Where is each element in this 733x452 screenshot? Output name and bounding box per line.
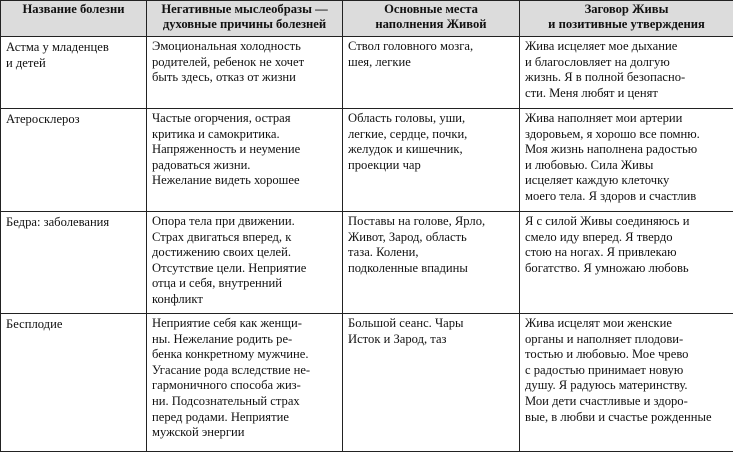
table-row — [1, 212, 733, 314]
cell-line: Атеросклероз — [6, 112, 141, 128]
places-cell — [343, 314, 520, 452]
disease-name-cell — [1, 212, 147, 314]
affirmations-cell — [520, 314, 733, 452]
disease-name-cell — [1, 37, 147, 109]
cell-line: жизнь. Я в полной безопасно- — [525, 70, 728, 86]
header-line: наполнения Живой — [347, 17, 515, 32]
cell-line: Напряженность и неумение — [152, 142, 337, 158]
cell-line: Страх двигаться вперед, к — [152, 230, 337, 246]
disease-name-cell — [1, 109, 147, 212]
causes-cell — [147, 109, 343, 212]
cell-line: Жива исцелят мои женские — [525, 316, 728, 332]
cell-line: Бесплодие — [6, 317, 141, 333]
cell-line: смело иду вперед. Я твердо — [525, 230, 728, 246]
cell-line: Бедра: заболевания — [6, 215, 141, 231]
table-row — [1, 314, 733, 452]
table-row — [1, 37, 733, 109]
header-line: и позитивные утверждения — [524, 17, 729, 32]
cell-line: вые, в любви и счастье рожденные — [525, 410, 728, 426]
cell-line: легкие, сердце, почки, — [348, 127, 514, 143]
cell-line: и детей — [6, 56, 141, 72]
cell-line: Отсутствие цели. Неприятие — [152, 261, 337, 277]
cell-line: желудок и кишечник, — [348, 142, 514, 158]
cell-line: таза. Колени, — [348, 245, 514, 261]
cell-line: душу. Я радуюсь материнству. — [525, 378, 728, 394]
cell-line: Я с силой Живы соединяюсь и — [525, 214, 728, 230]
cell-line: мужской энергии — [152, 425, 337, 441]
cell-line: подколенные впадины — [348, 261, 514, 277]
cell-line: с радостью принимает новую — [525, 363, 728, 379]
cell-line: Область головы, уши, — [348, 111, 514, 127]
cell-line: Неприятие себя как женщи- — [152, 316, 337, 332]
cell-line: Угасание рода вследствие не- — [152, 363, 337, 379]
cell-line: тостью и любовью. Мое чрево — [525, 347, 728, 363]
cell-line: отца и себя, внутренний — [152, 276, 337, 292]
cell-line: ни. Подсознательный страх — [152, 394, 337, 410]
table-row — [1, 109, 733, 212]
affirmations-cell — [520, 109, 733, 212]
cell-line: стою на ногах. Я привлекаю — [525, 245, 728, 261]
cell-line: достижению своих целей. — [152, 245, 337, 261]
cell-line: проекции чар — [348, 158, 514, 174]
cell-line: быть здесь, отказ от жизни — [152, 70, 337, 86]
cell-line: конфликт — [152, 292, 337, 308]
header-line: духовные причины болезней — [151, 17, 338, 32]
cell-line: бенка конкретному мужчине. — [152, 347, 337, 363]
cell-line: Жива исцеляет мое дыхание — [525, 39, 728, 55]
places-cell — [343, 212, 520, 314]
cell-line: Исток и Зарод, таз — [348, 332, 514, 348]
cell-line: богатство. Я умножаю любовь — [525, 261, 728, 277]
cell-line: перед родами. Неприятие — [152, 410, 337, 426]
cell-line: критика и самокритика. — [152, 127, 337, 143]
header-line: Заговор Живы — [524, 2, 729, 17]
cell-line: исцеляет каждую клеточку — [525, 173, 728, 189]
affirmations-cell — [520, 37, 733, 109]
cell-line: Эмоциональная холодность — [152, 39, 337, 55]
header-places — [343, 1, 520, 37]
cell-line: Живот, Зарод, область — [348, 230, 514, 246]
cell-line: шея, легкие — [348, 55, 514, 71]
places-cell — [343, 37, 520, 109]
cell-line: моего тела. Я здоров и счастлив — [525, 189, 728, 205]
cell-line: сти. Меня любят и ценят — [525, 86, 728, 102]
header-line: Основные места — [347, 2, 515, 17]
causes-cell — [147, 314, 343, 452]
cell-line: гармоничного способа жиз- — [152, 378, 337, 394]
cell-line: родителей, ребенок не хочет — [152, 55, 337, 71]
causes-cell — [147, 37, 343, 109]
cell-line: Астма у младенцев — [6, 40, 141, 56]
cell-line: здоровьем, я хорошо все помню. — [525, 127, 728, 143]
cell-line: Жива наполняет мои артерии — [525, 111, 728, 127]
cell-line: радоваться жизни. — [152, 158, 337, 174]
header-disease — [1, 1, 147, 37]
cell-line: Большой сеанс. Чары — [348, 316, 514, 332]
cell-line: и любовью. Сила Живы — [525, 158, 728, 174]
affirmations-cell — [520, 212, 733, 314]
header-line: Негативные мыслеобразы — — [151, 2, 338, 17]
cell-line: Ствол головного мозга, — [348, 39, 514, 55]
cell-line: Нежелание видеть хорошее — [152, 173, 337, 189]
cell-line: органы и наполняет плодови- — [525, 332, 728, 348]
disease-name-cell — [1, 314, 147, 452]
header-row — [1, 1, 733, 37]
causes-cell — [147, 212, 343, 314]
places-cell — [343, 109, 520, 212]
header-negative-thoughts — [147, 1, 343, 37]
cell-line: Моя жизнь наполнена радостью — [525, 142, 728, 158]
cell-line: Частые огорчения, острая — [152, 111, 337, 127]
cell-line: Мои дети счастливые и здоро- — [525, 394, 728, 410]
header-line: Название болезни — [5, 2, 142, 17]
cell-line: Поставы на голове, Ярло, — [348, 214, 514, 230]
cell-line: Опора тела при движении. — [152, 214, 337, 230]
header-affirmations — [520, 1, 733, 37]
cell-line: и благословляет на долгую — [525, 55, 728, 71]
cell-line: ны. Нежелание родить ре- — [152, 332, 337, 348]
